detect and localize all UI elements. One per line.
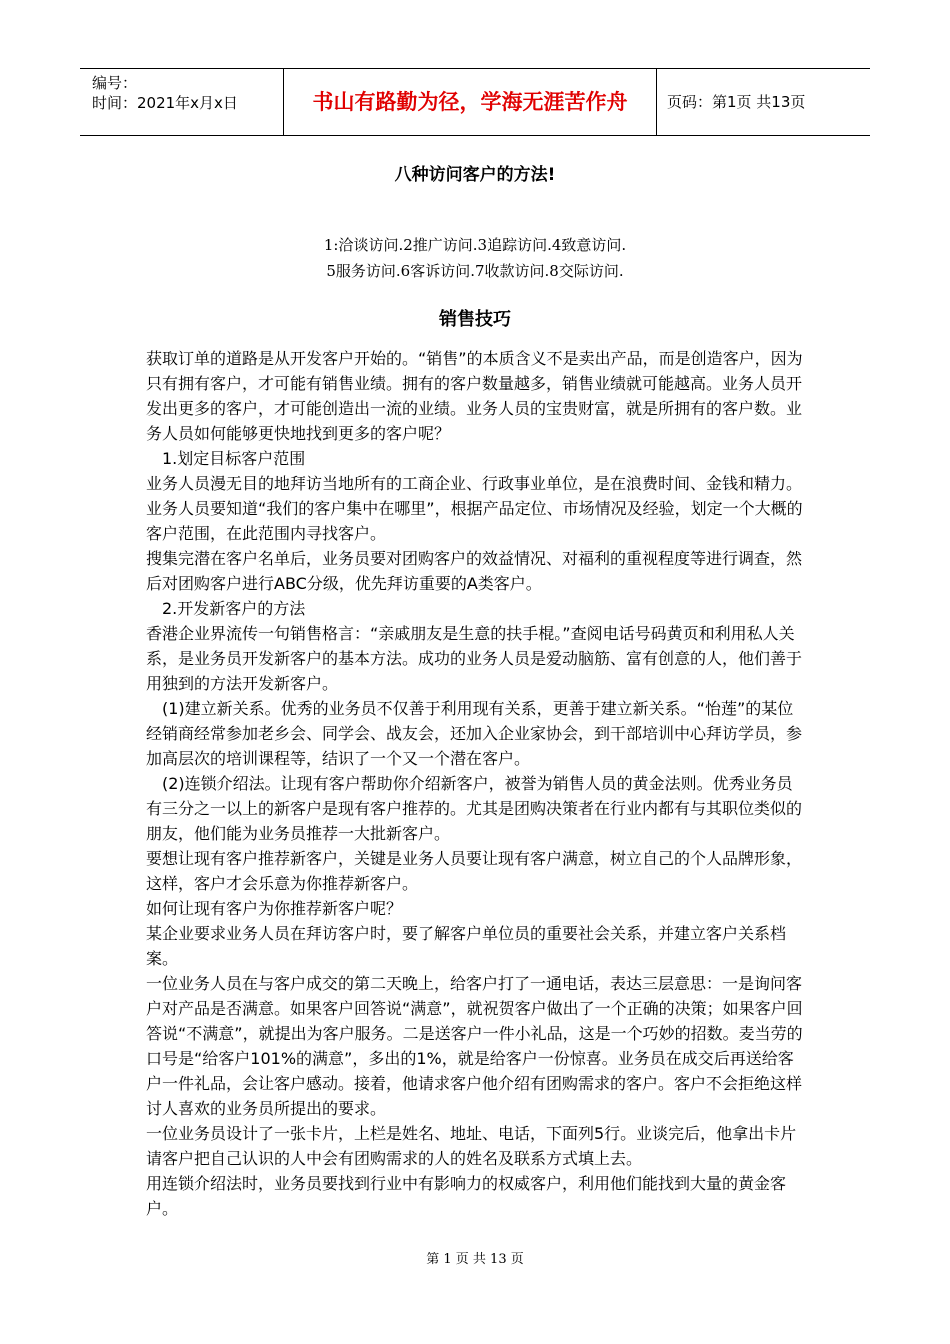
document-date-label: 时间：2021年x月x日	[92, 94, 238, 112]
methods-line-1: 1:洽谈访问.2推广访问.3追踪访问.4致意访问.	[323, 236, 627, 254]
paragraph: 获取订单的道路是从开发客户开始的。“销售”的本质含义不是卖出产品，而是创造客户，因为只有拥有客户，才可能有销售业绩。拥有的客户数量越多，销售业绩就可能越高。业务人员开发出更多的客户，才可能创造出一流的业绩。业务人员的宝贵财富，就是所拥有的客户数。业务人员如何能够更快地找到更多的客户呢？	[146, 349, 803, 443]
section-title: 销售技巧	[439, 309, 511, 330]
header-motto: 书山有路勤为径，学海无涯苦作舟	[283, 69, 657, 135]
paragraph: (1)建立新关系。优秀的业务员不仅善于利用现有关系，更善于建立新关系。“怡莲”的某位经销商经常参加老乡会、同学会、战友会，还加入企业家协会，到干部培训中心拜访学员，参加高层次的培训课程等，结识了一个又一个潜在客户。	[146, 699, 803, 768]
header-page-label: 页码：第1页 共13页	[667, 93, 806, 111]
page-header	[80, 68, 870, 136]
paragraph: 香港企业界流传一句销售格言：“亲戚朋友是生意的扶手棍。”查阅电话号码黄页和利用私人关系，是业务员开发新客户的基本方法。成功的业务人员是爱动脑筋、富有创意的人，他们善于用独到的方法开发新客户。	[146, 624, 803, 693]
paragraph: 如何让现有客户为你推荐新客户呢？	[146, 899, 403, 918]
page-footer: 第 1 页 共 13 页	[426, 1252, 524, 1267]
paragraph: 要想让现有客户推荐新客户，关键是业务人员要让现有客户满意，树立自己的个人品牌形象，这样，客户才会乐意为你推荐新客户。	[146, 849, 803, 893]
document-number-label: 编号：	[92, 74, 138, 92]
article-body	[146, 346, 806, 1221]
document-title: 八种访问客户的方法!	[394, 165, 556, 185]
paragraph: 一位业务员设计了一张卡片，上栏是姓名、地址、电话，下面列5行。业谈完后，他拿出卡片请客户把自己认识的人中会有团购需求的人的姓名及联系方式填上去。	[146, 1124, 797, 1168]
methods-line-2: 5服务访问.6客诉访问.7收款访问.8交际访问.	[326, 262, 624, 280]
paragraph: 搜集完潜在客户名单后，业务员要对团购客户的效益情况、对福利的重视程度等进行调查，然后对团购客户进行ABC分级，优先拜访重要的A类客户。	[146, 549, 803, 593]
subheading-target-range: 1.划定目标客户范围	[162, 449, 306, 468]
subheading-new-customers: 2.开发新客户的方法	[162, 599, 306, 618]
paragraph: 某企业要求业务人员在拜访客户时，要了解客户单位员的重要社会关系，并建立客户关系档案。	[146, 924, 787, 968]
paragraph: 用连锁介绍法时，业务员要找到行业中有影响力的权威客户，利用他们能找到大量的黄金客户。	[146, 1174, 787, 1218]
methods-list	[0, 232, 950, 284]
paragraph: (2)连锁介绍法。让现有客户帮助你介绍新客户，被誉为销售人员的黄金法则。优秀业务员有三分之一以上的新客户是现有客户推荐的。尤其是团购决策者在行业内都有与其职位类似的朋友，他们能为业务员推荐一大批新客户。	[146, 774, 803, 843]
paragraph: 业务人员漫无目的地拜访当地所有的工商企业、行政事业单位，是在浪费时间、金钱和精力。业务人员要知道“我们的客户集中在哪里”，根据产品定位、市场情况及经验，划定一个大概的客户范围，在此范围内寻找客户。	[146, 474, 803, 543]
header-left-cell	[80, 69, 283, 135]
paragraph: 一位业务人员在与客户成交的第二天晚上，给客户打了一通电话，表达三层意思：一是询问客户对产品是否满意。如果客户回答说“满意”，就祝贺客户做出了一个正确的决策；如果客户回答说“不满意”，就提出为客户服务。二是送客户一件小礼品，这是一个巧妙的招数。麦当劳的口号是“给客户101%的满意”，多出的1%，就是给客户一份惊喜。业务员在成交后再送给客户一件礼品，会让客户感动。接着，他请求客户他介绍有团购需求的客户。客户不会拒绝这样讨人喜欢的业务员所提出的要求。	[146, 974, 803, 1118]
